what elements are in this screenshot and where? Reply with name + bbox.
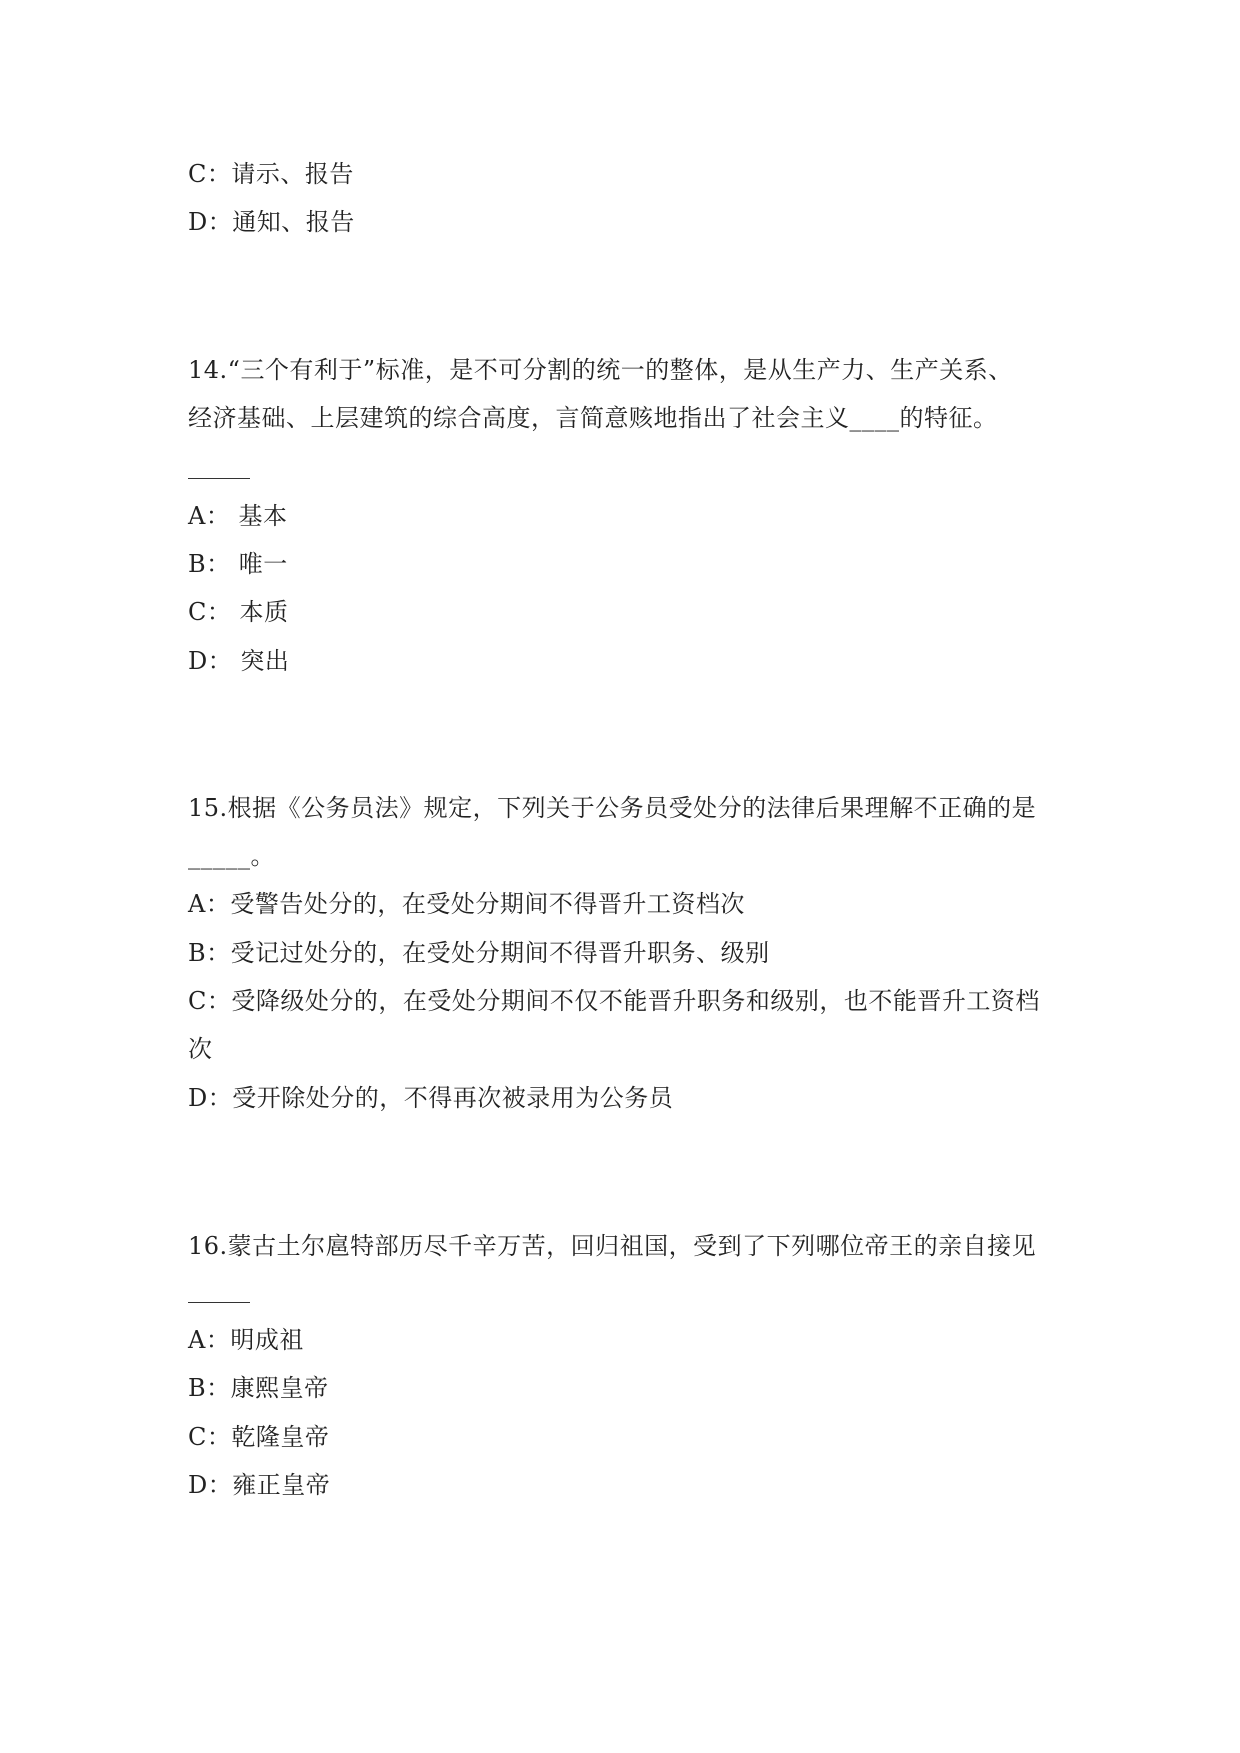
q15-option-b: B：受记过处分的，在受处分期间不得晋升职务、级别: [188, 939, 770, 967]
q16-answer-blank: [188, 1302, 250, 1303]
q15-stem-line2: _____。: [188, 842, 275, 870]
q16-stem-line1: 16.蒙古土尔扈特部历尽千辛万苦，回归祖国，受到了下列哪位帝王的亲自接见: [188, 1232, 1037, 1260]
q15-stem-line1: 15.根据《公务员法》规定，下列关于公务员受处分的法律后果理解不正确的是: [188, 794, 1037, 822]
q13-option-d: D：通知、报告: [188, 208, 355, 236]
q14-option-d: D： 突出: [188, 647, 290, 675]
q13-option-c: C：请示、报告: [188, 160, 354, 188]
q16-option-a: A：明成祖: [188, 1326, 304, 1354]
q15-option-d: D：受开除处分的，不得再次被录用为公务员: [188, 1084, 674, 1112]
q15-option-a: A：受警告处分的，在受处分期间不得晋升工资档次: [188, 890, 745, 918]
q14-stem-line2: 经济基础、上层建筑的综合高度，言简意赅地指出了社会主义____的特征。: [188, 404, 998, 432]
q15-option-c-continued: 次: [188, 1035, 213, 1063]
q14-answer-blank: [188, 478, 250, 479]
q16-option-b: B：康熙皇帝: [188, 1374, 329, 1402]
q16-option-d: D：雍正皇帝: [188, 1471, 331, 1499]
q14-option-c: C： 本质: [188, 598, 289, 626]
q14-stem-line1: 14.“三个有利于”标准，是不可分割的统一的整体，是从生产力、生产关系、: [188, 356, 1013, 384]
q15-option-c: C：受降级处分的，在受处分期间不仅不能晋升职务和级别，也不能晋升工资档: [188, 987, 1040, 1015]
q14-option-b: B： 唯一: [188, 550, 288, 578]
q16-option-c: C：乾隆皇帝: [188, 1423, 330, 1451]
q14-option-a: A： 基本: [188, 502, 288, 530]
